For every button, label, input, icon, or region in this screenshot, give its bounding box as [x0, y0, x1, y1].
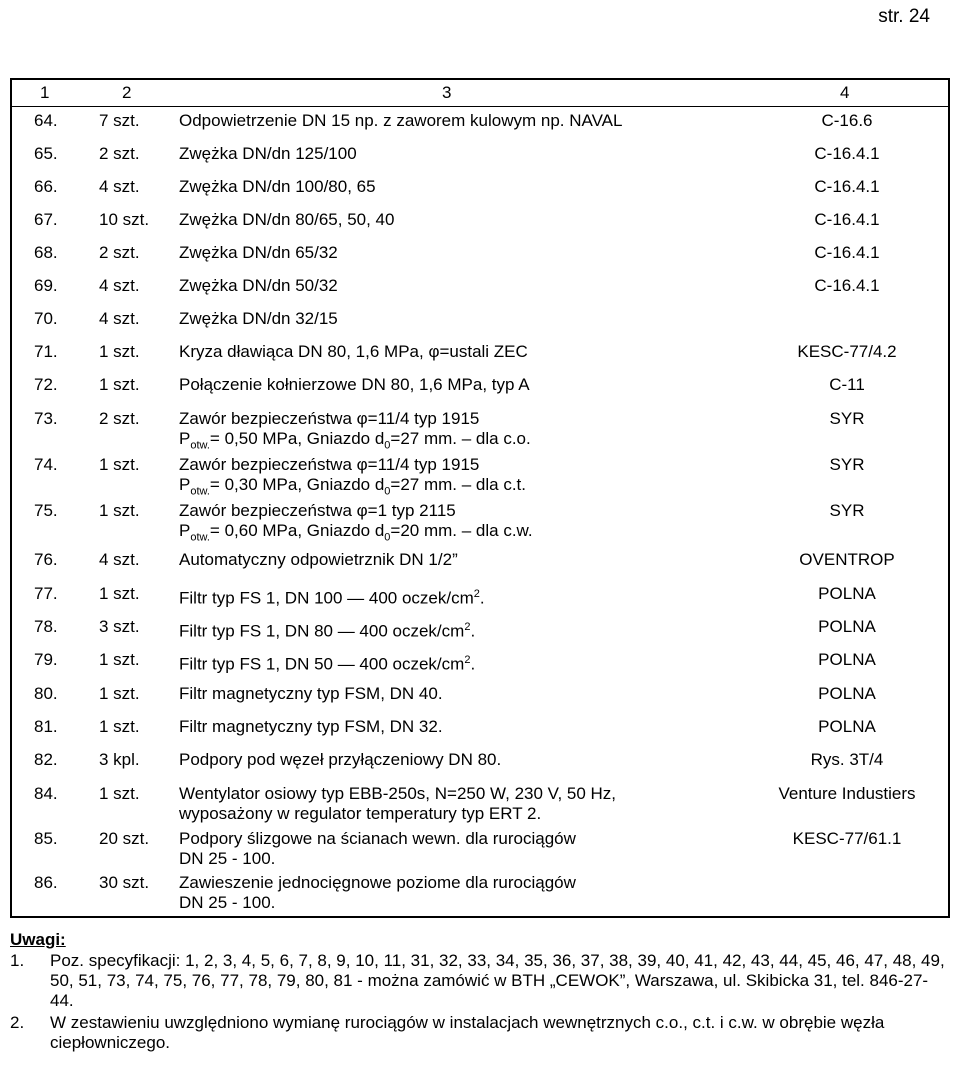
description-tail: . [470, 621, 476, 641]
row-description [179, 243, 338, 263]
description-text: Odpowietrzenie DN 15 np. z zaworem kulowym np. NAVAL [179, 111, 623, 130]
row-description [179, 617, 475, 642]
description-text: Zawór bezpieczeństwa φ=11/4 typ 1915 [179, 455, 480, 474]
row-catalog-code: C-16.4.1 [814, 243, 880, 262]
row-quantity: 1 szt. [99, 455, 140, 474]
row-quantity: 1 szt. [99, 584, 140, 603]
row-catalog-code: POLNA [818, 684, 876, 703]
row-quantity: 3 kpl. [99, 750, 140, 769]
seat-subscript: 0 [384, 531, 391, 544]
row-lp: 74. [34, 455, 58, 474]
row-lp: 82. [34, 750, 58, 769]
pressure-symbol: P [179, 475, 191, 494]
row-lp: 79. [34, 650, 58, 669]
row-description [179, 177, 376, 197]
pressure-text: = 0,60 MPa, Gniazdo d [209, 521, 385, 540]
description-text: Filtr magnetyczny typ FSM, DN 40. [179, 684, 443, 703]
note-item [10, 951, 950, 1011]
seat-subscript: 0 [384, 485, 391, 498]
row-lp: 68. [34, 243, 58, 262]
header-col-4: 4 [840, 83, 850, 102]
row-catalog-code: C-16.4.1 [814, 177, 880, 196]
description-text: Zwężka DN/dn 50/32 [179, 276, 338, 295]
row-quantity: 3 szt. [99, 617, 140, 636]
page-number: str. 24 [878, 6, 930, 27]
row-description [179, 309, 338, 329]
row-lp: 81. [34, 717, 58, 736]
row-lp: 72. [34, 375, 58, 394]
row-catalog-code: KESC-77/61.1 [792, 829, 902, 848]
row-description [179, 873, 576, 913]
row-catalog-code: C-11 [829, 375, 865, 394]
pressure-text: = 0,30 MPa, Gniazdo d [209, 475, 385, 494]
description-text: Zawieszenie jednocięgnowe poziome dla rurociągów [179, 873, 576, 892]
row-quantity: 1 szt. [99, 784, 140, 803]
pressure-symbol: P [179, 521, 191, 540]
description-text: Zawór bezpieczeństwa φ=11/4 typ 1915 [179, 409, 480, 428]
description-text: Wentylator osiowy typ EBB-250s, N=250 W, 230 V, 50 Hz, [179, 784, 617, 803]
description-text: Zawór bezpieczeństwa φ=1 typ 2115 [179, 501, 456, 520]
row-quantity: 4 szt. [99, 276, 140, 295]
pressure-text: = 0,50 MPa, Gniazdo d [209, 429, 385, 448]
description-tail: . [470, 654, 476, 674]
row-description [179, 409, 531, 455]
row-quantity: 1 szt. [99, 650, 140, 669]
row-lp: 70. [34, 309, 58, 328]
pressure-symbol: P [179, 429, 191, 448]
row-description [179, 650, 475, 675]
description-text: Filtr magnetyczny typ FSM, DN 32. [179, 717, 443, 736]
row-quantity: 1 szt. [99, 684, 140, 703]
pressure-tail: =20 mm. – dla c.w. [390, 521, 533, 540]
row-quantity: 4 szt. [99, 309, 140, 328]
row-lp: 69. [34, 276, 58, 295]
row-quantity: 4 szt. [99, 550, 140, 569]
unit-superscript: 2 [464, 621, 471, 633]
row-description [179, 210, 394, 230]
row-catalog-code: SYR [829, 455, 865, 474]
row-catalog-code: SYR [829, 501, 865, 520]
row-quantity: 4 szt. [99, 177, 140, 196]
pressure-tail: =27 mm. – dla c.t. [390, 475, 526, 494]
row-lp: 75. [34, 501, 58, 520]
description-text: Zwężka DN/dn 125/100 [179, 144, 357, 163]
row-description [179, 684, 443, 704]
description-tail: . [479, 588, 485, 608]
row-lp: 71. [34, 342, 58, 361]
description-text: Zwężka DN/dn 80/65, 50, 40 [179, 210, 395, 229]
description-continuation: wyposażony w regulator temperatury typ ERT 2. [179, 804, 542, 823]
note-item [10, 1013, 950, 1053]
row-catalog-code: C-16.4.1 [814, 144, 880, 163]
row-catalog-code: Venture Industiers [778, 784, 916, 803]
description-text: Kryza dławiąca DN 80, 1,6 MPa, φ=ustali ZEC [179, 342, 528, 361]
row-description [179, 717, 443, 737]
row-quantity: 1 szt. [99, 375, 140, 394]
description-continuation: DN 25 - 100. [179, 849, 276, 868]
note-number: 2. [10, 1013, 25, 1032]
header-col-1: 1 [40, 83, 50, 102]
row-catalog-code: SYR [829, 409, 865, 428]
row-catalog-code: POLNA [818, 584, 876, 603]
description-text: Zwężka DN/dn 32/15 [179, 309, 338, 328]
row-description [179, 584, 485, 609]
row-description [179, 342, 528, 362]
note-text: Poz. specyfikacji: 1, 2, 3, 4, 5, 6, 7, 8, 9, 10, 11, 31, 32, 33, 34, 35, 36, 37, 38, 39, 40, 41, 42, 43, 44, 45, 46, 47, 48, 49, 50, 51, 73, 74, 75, 76, 77, 78, 79, 80, 81 - można zamówić w BTH „CEWOK”, Warszawa, ul. Skibicka 31, tel. 846-27-44. [50, 951, 945, 1010]
row-quantity: 10 szt. [99, 210, 150, 229]
row-quantity: 2 szt. [99, 243, 140, 262]
notes-title: Uwagi: [10, 930, 66, 949]
description-text: Automatyczny odpowietrznik DN 1/2” [179, 550, 458, 569]
row-catalog-code: POLNA [818, 717, 876, 736]
row-lp: 76. [34, 550, 58, 569]
row-description [179, 784, 616, 824]
row-description [179, 375, 530, 395]
seat-subscript: 0 [384, 439, 391, 452]
row-lp: 64. [34, 111, 58, 130]
row-description [179, 144, 357, 164]
row-quantity: 30 szt. [99, 873, 150, 892]
header-col-2: 2 [122, 83, 132, 102]
row-catalog-code: C-16.4.1 [814, 210, 880, 229]
row-lp: 77. [34, 584, 58, 603]
pressure-line [179, 429, 531, 455]
header-col-3: 3 [442, 83, 452, 102]
description-text: Filtr typ FS 1, DN 80 — 400 oczek/cm [179, 621, 465, 641]
row-description [179, 111, 622, 131]
note-text: W zestawieniu uwzględniono wymianę rurociągów w instalacjach wewnętrznych c.o., c.t. i c.w. w obrębie węzła ciepłowniczego. [50, 1013, 885, 1052]
row-catalog-code: Rys. 3T/4 [810, 750, 884, 769]
row-quantity: 7 szt. [99, 111, 140, 130]
pressure-subscript: otw. [190, 439, 210, 452]
row-lp: 85. [34, 829, 58, 848]
row-catalog-code: C-16.6 [821, 111, 873, 130]
description-text: Podpory ślizgowe na ścianach wewn. dla rurociągów [179, 829, 576, 848]
notes-section [10, 930, 950, 1053]
row-catalog-code: C-16.4.1 [814, 276, 880, 295]
row-description [179, 829, 576, 869]
description-text: Filtr typ FS 1, DN 50 — 400 oczek/cm [179, 654, 465, 674]
pressure-line [179, 475, 526, 501]
row-quantity: 1 szt. [99, 342, 140, 361]
row-description [179, 750, 501, 770]
specification-table [10, 78, 950, 918]
row-catalog-code: KESC-77/4.2 [797, 342, 897, 361]
unit-superscript: 2 [464, 654, 471, 666]
row-description [179, 501, 533, 547]
row-catalog-code: POLNA [818, 617, 876, 636]
pressure-subscript: otw. [190, 531, 210, 544]
row-quantity: 20 szt. [99, 829, 150, 848]
row-quantity: 1 szt. [99, 717, 140, 736]
row-lp: 80. [34, 684, 58, 703]
description-text: Zwężka DN/dn 65/32 [179, 243, 338, 262]
row-quantity: 1 szt. [99, 501, 140, 520]
row-lp: 84. [34, 784, 58, 803]
row-lp: 66. [34, 177, 58, 196]
description-continuation: DN 25 - 100. [179, 893, 276, 912]
description-text: Połączenie kołnierzowe DN 80, 1,6 MPa, typ A [179, 375, 530, 394]
description-text: Podpory pod węzeł przyłączeniowy DN 80. [179, 750, 502, 769]
row-lp: 78. [34, 617, 58, 636]
row-catalog-code: OVENTROP [799, 550, 895, 569]
row-lp: 65. [34, 144, 58, 163]
row-lp: 86. [34, 873, 58, 892]
row-description [179, 276, 338, 296]
pressure-line [179, 521, 533, 547]
row-catalog-code: POLNA [818, 650, 876, 669]
note-number: 1. [10, 951, 25, 970]
table-header [12, 80, 948, 107]
row-quantity: 2 szt. [99, 144, 140, 163]
row-lp: 73. [34, 409, 58, 428]
row-quantity: 2 szt. [99, 409, 140, 428]
row-lp: 67. [34, 210, 58, 229]
pressure-subscript: otw. [190, 485, 210, 498]
description-text: Zwężka DN/dn 100/80, 65 [179, 177, 376, 196]
unit-superscript: 2 [473, 588, 480, 600]
pressure-tail: =27 mm. – dla c.o. [390, 429, 531, 448]
description-text: Filtr typ FS 1, DN 100 — 400 oczek/cm [179, 588, 474, 608]
row-description [179, 455, 526, 501]
row-description [179, 550, 458, 570]
